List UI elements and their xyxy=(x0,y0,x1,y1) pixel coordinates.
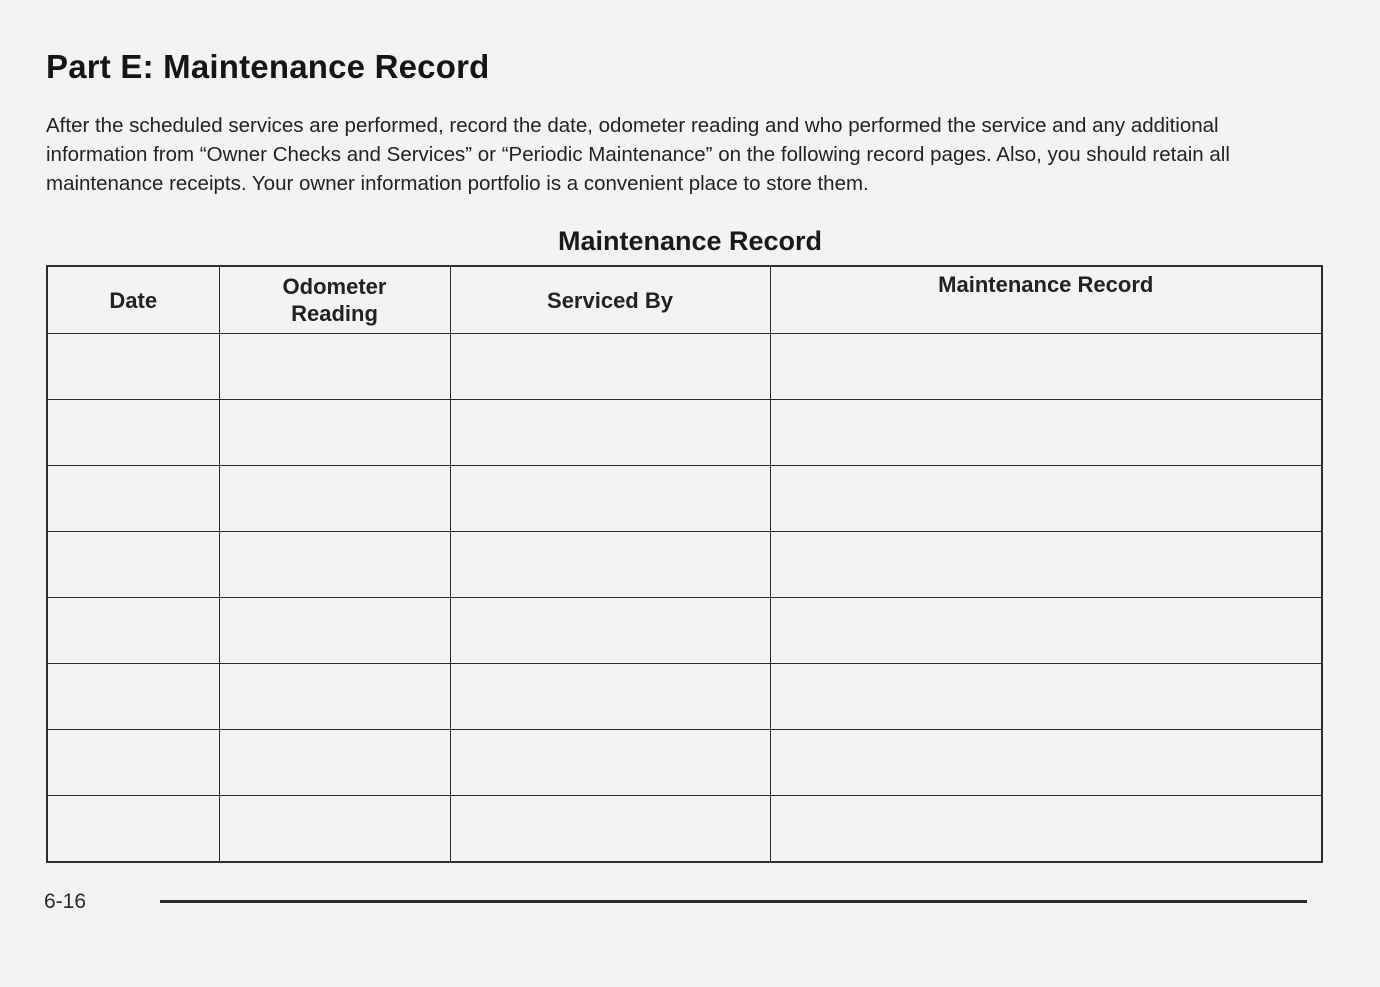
header-serviced-by: Serviced By xyxy=(450,266,770,334)
table-row xyxy=(47,532,1322,598)
cell-odometer xyxy=(219,730,450,796)
maintenance-record-table xyxy=(46,265,1323,863)
header-odometer-reading xyxy=(219,266,450,334)
cell-serviced-by xyxy=(450,400,770,466)
cell-odometer xyxy=(219,334,450,400)
cell-odometer xyxy=(219,466,450,532)
cell-serviced-by xyxy=(450,796,770,863)
cell-record xyxy=(770,730,1322,796)
cell-record xyxy=(770,598,1322,664)
cell-serviced-by xyxy=(450,532,770,598)
footer-rule xyxy=(160,900,1307,903)
page-number: 6-16 xyxy=(44,890,87,913)
cell-record xyxy=(770,334,1322,400)
cell-serviced-by xyxy=(450,466,770,532)
cell-record xyxy=(770,466,1322,532)
table-row xyxy=(47,664,1322,730)
table-row xyxy=(47,400,1322,466)
cell-odometer xyxy=(219,598,450,664)
cell-serviced-by xyxy=(450,664,770,730)
table-header-row xyxy=(47,266,1322,334)
cell-date xyxy=(47,532,219,598)
page-title: Part E: Maintenance Record xyxy=(46,48,490,85)
cell-odometer xyxy=(219,664,450,730)
cell-date xyxy=(47,400,219,466)
header-odometer-line2: Reading xyxy=(291,301,378,326)
cell-date xyxy=(47,796,219,863)
cell-odometer xyxy=(219,532,450,598)
cell-record xyxy=(770,796,1322,863)
cell-date xyxy=(47,598,219,664)
cell-odometer xyxy=(219,796,450,863)
table-row xyxy=(47,730,1322,796)
cell-record xyxy=(770,532,1322,598)
cell-serviced-by xyxy=(450,598,770,664)
cell-record xyxy=(770,400,1322,466)
cell-date xyxy=(47,664,219,730)
header-maintenance-record: Maintenance Record xyxy=(770,266,1322,334)
cell-serviced-by xyxy=(450,730,770,796)
intro-paragraph: After the scheduled services are performed, record the date, odometer reading and who performed the service and any additional information from “Owner Checks and Services” or “Periodic Maintenance” on the following record pages. Also, you should retain all maintenance receipts. Your owner information portfolio is a convenient place to store them. xyxy=(46,114,1230,195)
header-odometer-line1: Odometer xyxy=(282,274,387,299)
cell-date xyxy=(47,466,219,532)
cell-date xyxy=(47,334,219,400)
cell-odometer xyxy=(219,400,450,466)
header-date: Date xyxy=(47,266,219,334)
cell-record xyxy=(770,664,1322,730)
table-row xyxy=(47,334,1322,400)
table-row xyxy=(47,466,1322,532)
table-body xyxy=(47,334,1322,863)
table-row xyxy=(47,796,1322,863)
table-title: Maintenance Record xyxy=(557,226,823,256)
table-row xyxy=(47,598,1322,664)
cell-date xyxy=(47,730,219,796)
cell-serviced-by xyxy=(450,334,770,400)
